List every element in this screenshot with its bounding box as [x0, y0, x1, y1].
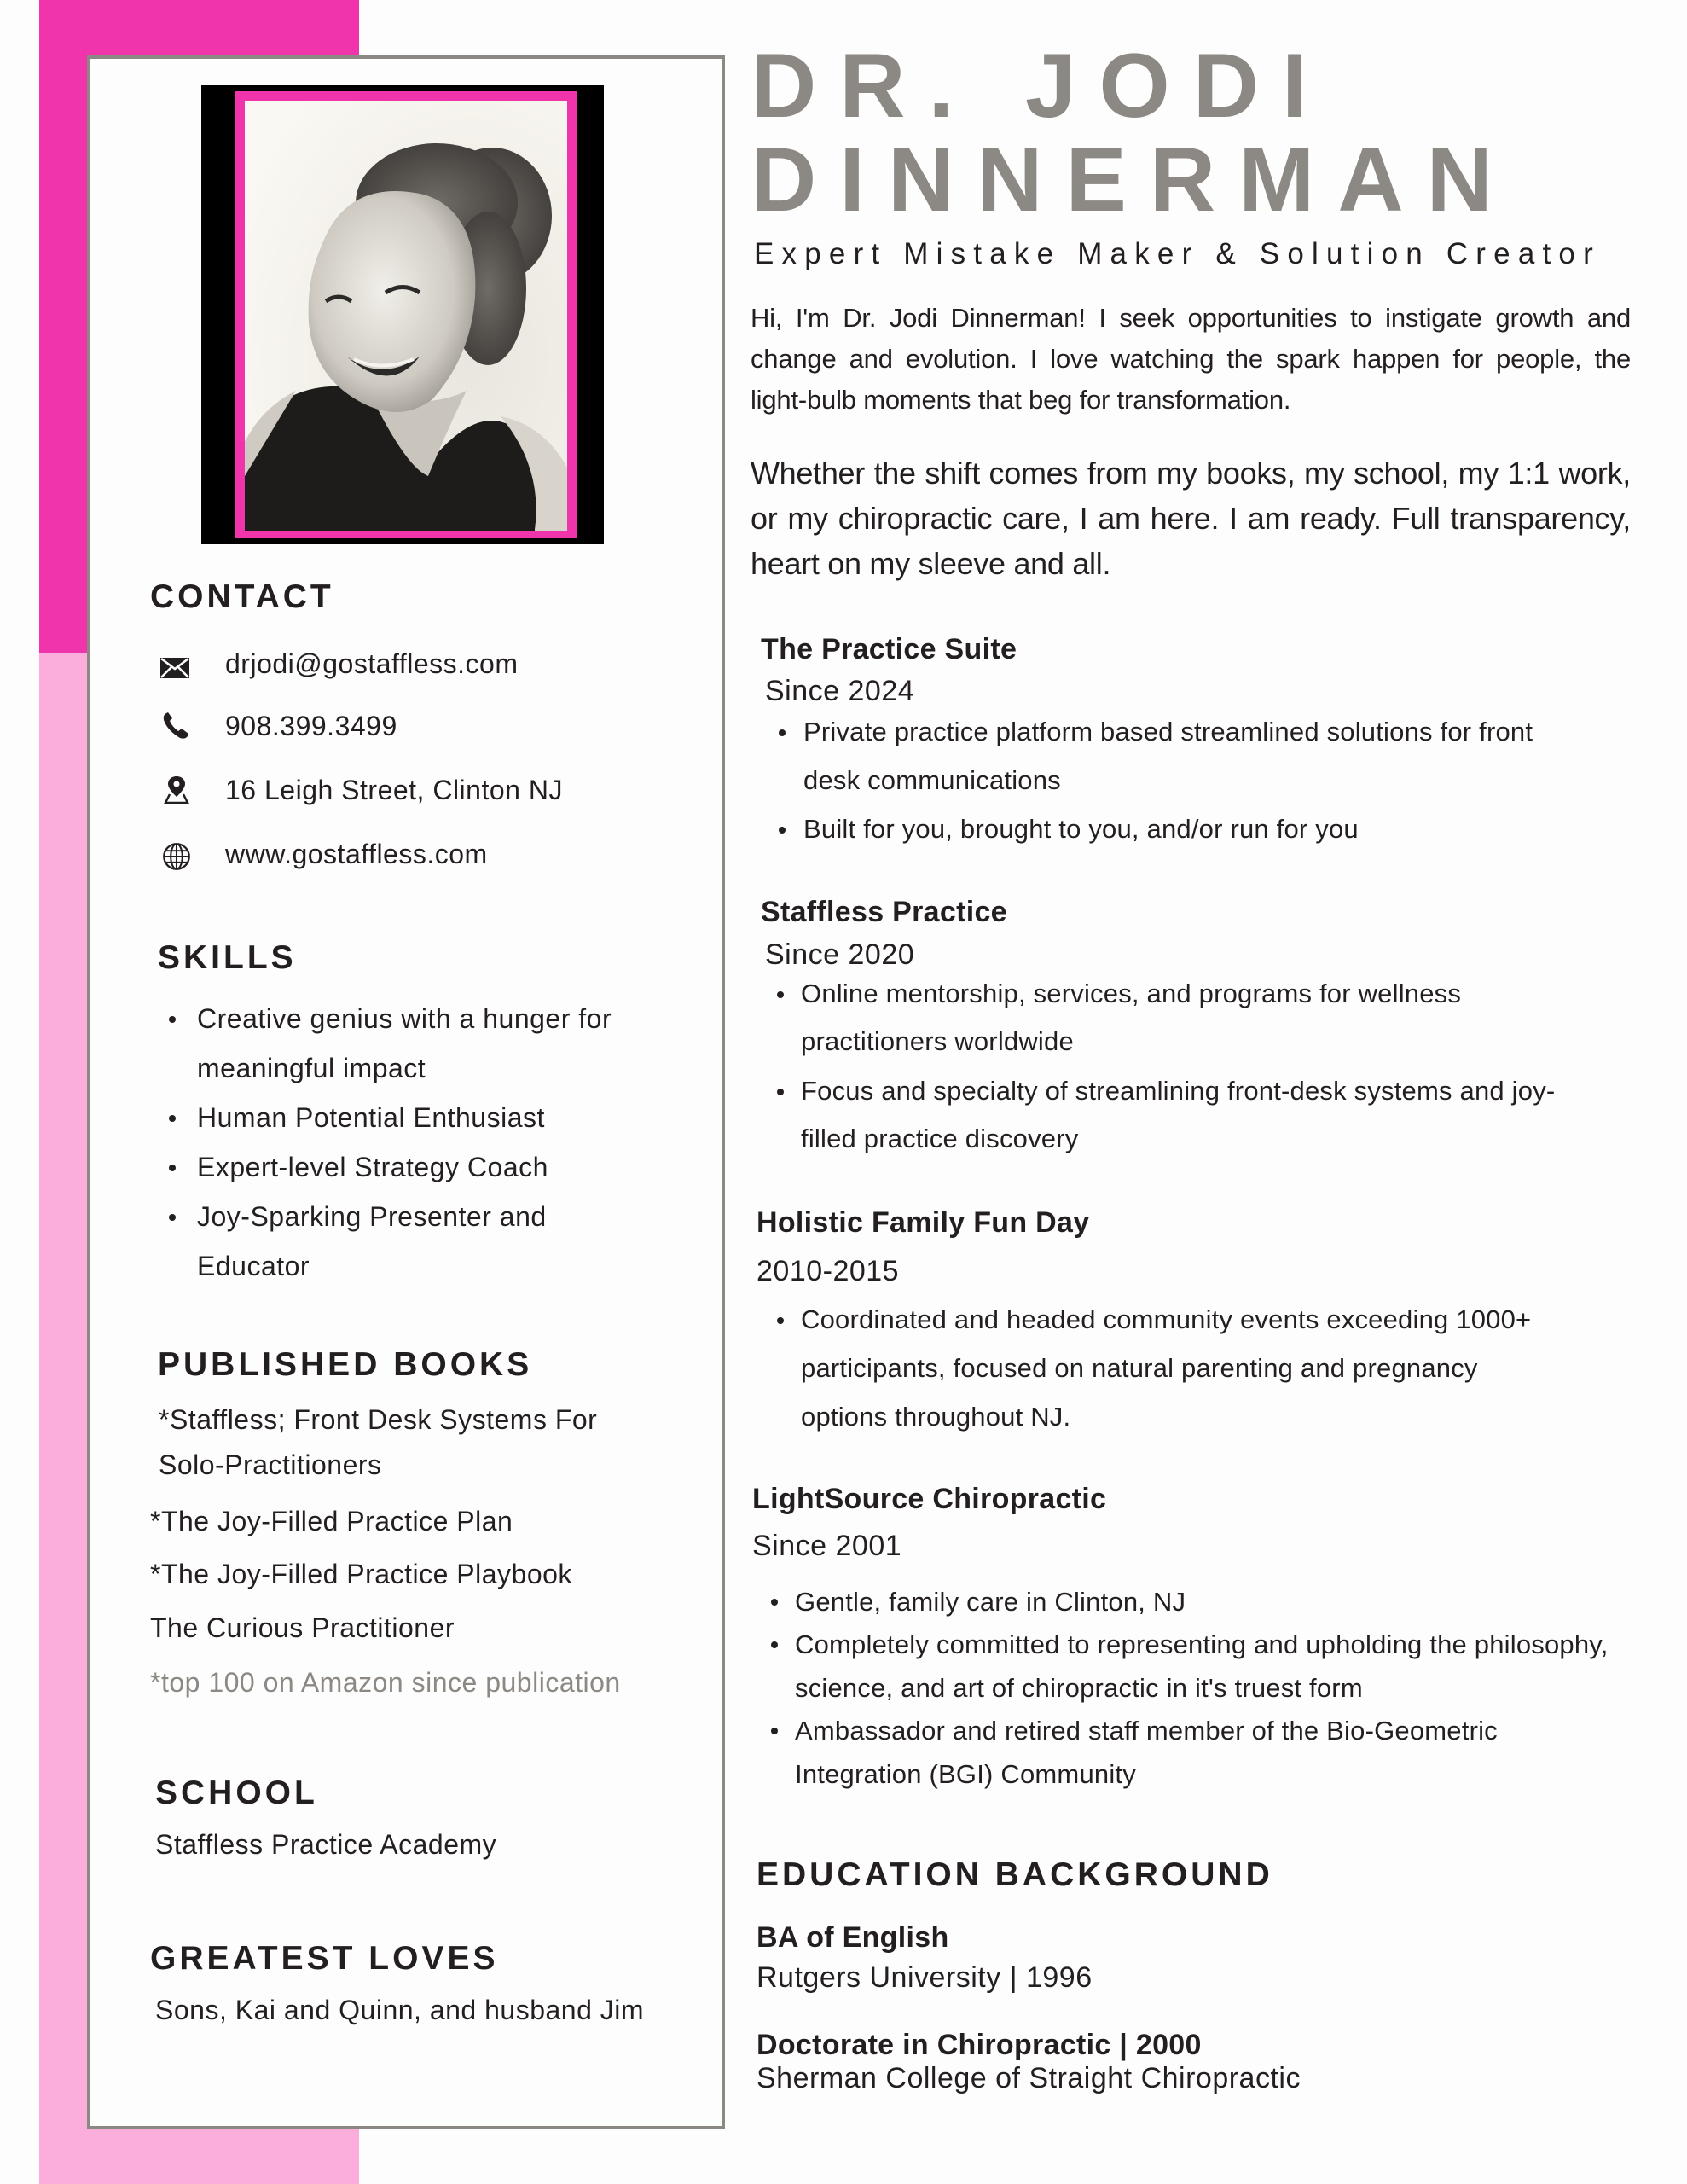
- skills-heading: SKILLS: [158, 939, 297, 976]
- skill-text: Expert-level Strategy Coach: [197, 1152, 548, 1182]
- bullet-icon: [169, 1214, 176, 1221]
- contact-website[interactable]: www.gostaffless.com: [225, 839, 488, 869]
- envelope-icon: [160, 653, 189, 682]
- books-heading: PUBLISHED BOOKS: [158, 1346, 533, 1383]
- skill-text: Joy-Sparking Presenter and Educator: [197, 1201, 547, 1281]
- bullet-icon: [779, 827, 786, 834]
- skill-item: [169, 1142, 681, 1192]
- name-line-1: DR. JODI: [751, 34, 1330, 136]
- contact-email[interactable]: drjodi@gostaffless.com: [225, 648, 519, 679]
- book-item: *The Joy-Filled Practice Plan: [150, 1506, 513, 1536]
- tagline: Expert Mistake Maker & Solution Creator: [754, 237, 1601, 270]
- profile-photo-illustration: [245, 101, 567, 531]
- bullet-icon: [169, 1016, 176, 1023]
- job-dates: Since 2001: [752, 1530, 902, 1562]
- phone-icon: [161, 712, 190, 741]
- loves-heading: GREATEST LOVES: [150, 1940, 499, 1977]
- job-bullet: Completely committed to representing and upholding the philosophy, science, and art of chiropractic in it's truest form: [795, 1623, 1631, 1710]
- skill-item: [169, 1093, 681, 1142]
- skill-item: [169, 994, 675, 1093]
- school-value: Staffless Practice Academy: [155, 1829, 497, 1860]
- bullet-icon: [771, 1641, 778, 1648]
- job-bullet: Private practice platform based streamlined solutions for front desk communications: [803, 707, 1571, 804]
- job-bullet: Gentle, family care in Clinton, NJ: [795, 1580, 1614, 1623]
- school-heading: SCHOOL: [155, 1774, 318, 1811]
- degree-title: Doctorate in Chiropractic | 2000: [757, 2029, 1202, 2061]
- skill-item: [169, 1192, 598, 1291]
- loves-value: Sons, Kai and Quinn, and husband Jim: [155, 1995, 645, 2025]
- bullet-icon: [169, 1115, 176, 1122]
- degree-school: Sherman College of Straight Chiropractic: [757, 2062, 1301, 2094]
- contact-heading: CONTACT: [150, 578, 334, 615]
- bullet-icon: [771, 1599, 778, 1606]
- intro-paragraph-1: Hi, I'm Dr. Jodi Dinnerman! I seek opportunities to instigate growth and change and evolution. I love watching the spark happen for people, the light-bulb moments that beg for transformation.: [751, 303, 1631, 415]
- book-item: *The Joy-Filled Practice Playbook: [150, 1559, 572, 1589]
- books-footnote: *top 100 on Amazon since publication: [150, 1667, 621, 1698]
- job-dates: 2010-2015: [757, 1255, 900, 1287]
- degree-school: Rutgers University | 1996: [757, 1961, 1093, 1994]
- job-bullet: Built for you, brought to you, and/or run for you: [803, 804, 1571, 853]
- job-title: Holistic Family Fun Day: [757, 1206, 1090, 1239]
- job-title: LightSource Chiropractic: [752, 1483, 1107, 1515]
- book-item: *Staffless; Front Desk Systems For Solo-Practitioners: [159, 1404, 598, 1480]
- contact-phone[interactable]: 908.399.3499: [225, 711, 397, 741]
- bullet-icon: [779, 729, 786, 736]
- map-pin-icon: [162, 775, 191, 804]
- book-item: The Curious Practitioner: [150, 1612, 455, 1643]
- job-dates: Since 2024: [765, 675, 915, 707]
- job-title: The Practice Suite: [761, 633, 1017, 665]
- job-bullet: Ambassador and retired staff member of the Bio-Geometric Integration (BGI) Community: [795, 1709, 1614, 1796]
- skill-text: Creative genius with a hunger for meaningful impact: [197, 1003, 612, 1083]
- job-title: Staffless Practice: [761, 896, 1007, 928]
- name-line-2: DINNERMAN: [751, 128, 1516, 230]
- job-bullet: Focus and specialty of streamlining front-desk systems and joy-filled practice discovery: [801, 1067, 1594, 1163]
- bullet-icon: [777, 1089, 784, 1095]
- bullet-icon: [771, 1728, 778, 1734]
- skills-list: [169, 994, 681, 1291]
- contact-address: 16 Leigh Street, Clinton NJ: [225, 775, 563, 805]
- job-dates: Since 2020: [765, 938, 915, 971]
- education-heading: EDUCATION BACKGROUND: [757, 1856, 1273, 1893]
- bullet-icon: [169, 1165, 176, 1171]
- bullet-icon: [777, 1317, 784, 1324]
- job-bullet: Online mentorship, services, and programs for wellness practitioners worldwide: [801, 970, 1543, 1066]
- profile-photo: [245, 101, 567, 531]
- skill-text: Human Potential Enthusiast: [197, 1102, 545, 1133]
- degree-title: BA of English: [757, 1921, 949, 1954]
- job-bullet: Coordinated and headed community events exceeding 1000+ participants, focused on natural parenting and pregnancy options throughout NJ.: [801, 1295, 1568, 1441]
- intro-paragraph-2: Whether the shift comes from my books, my school, my 1:1 work, or my chiropractic care, I am here. I am ready. Full transparency, heart on my sleeve and all.: [751, 456, 1631, 581]
- globe-icon: [162, 842, 191, 871]
- bullet-icon: [777, 991, 784, 998]
